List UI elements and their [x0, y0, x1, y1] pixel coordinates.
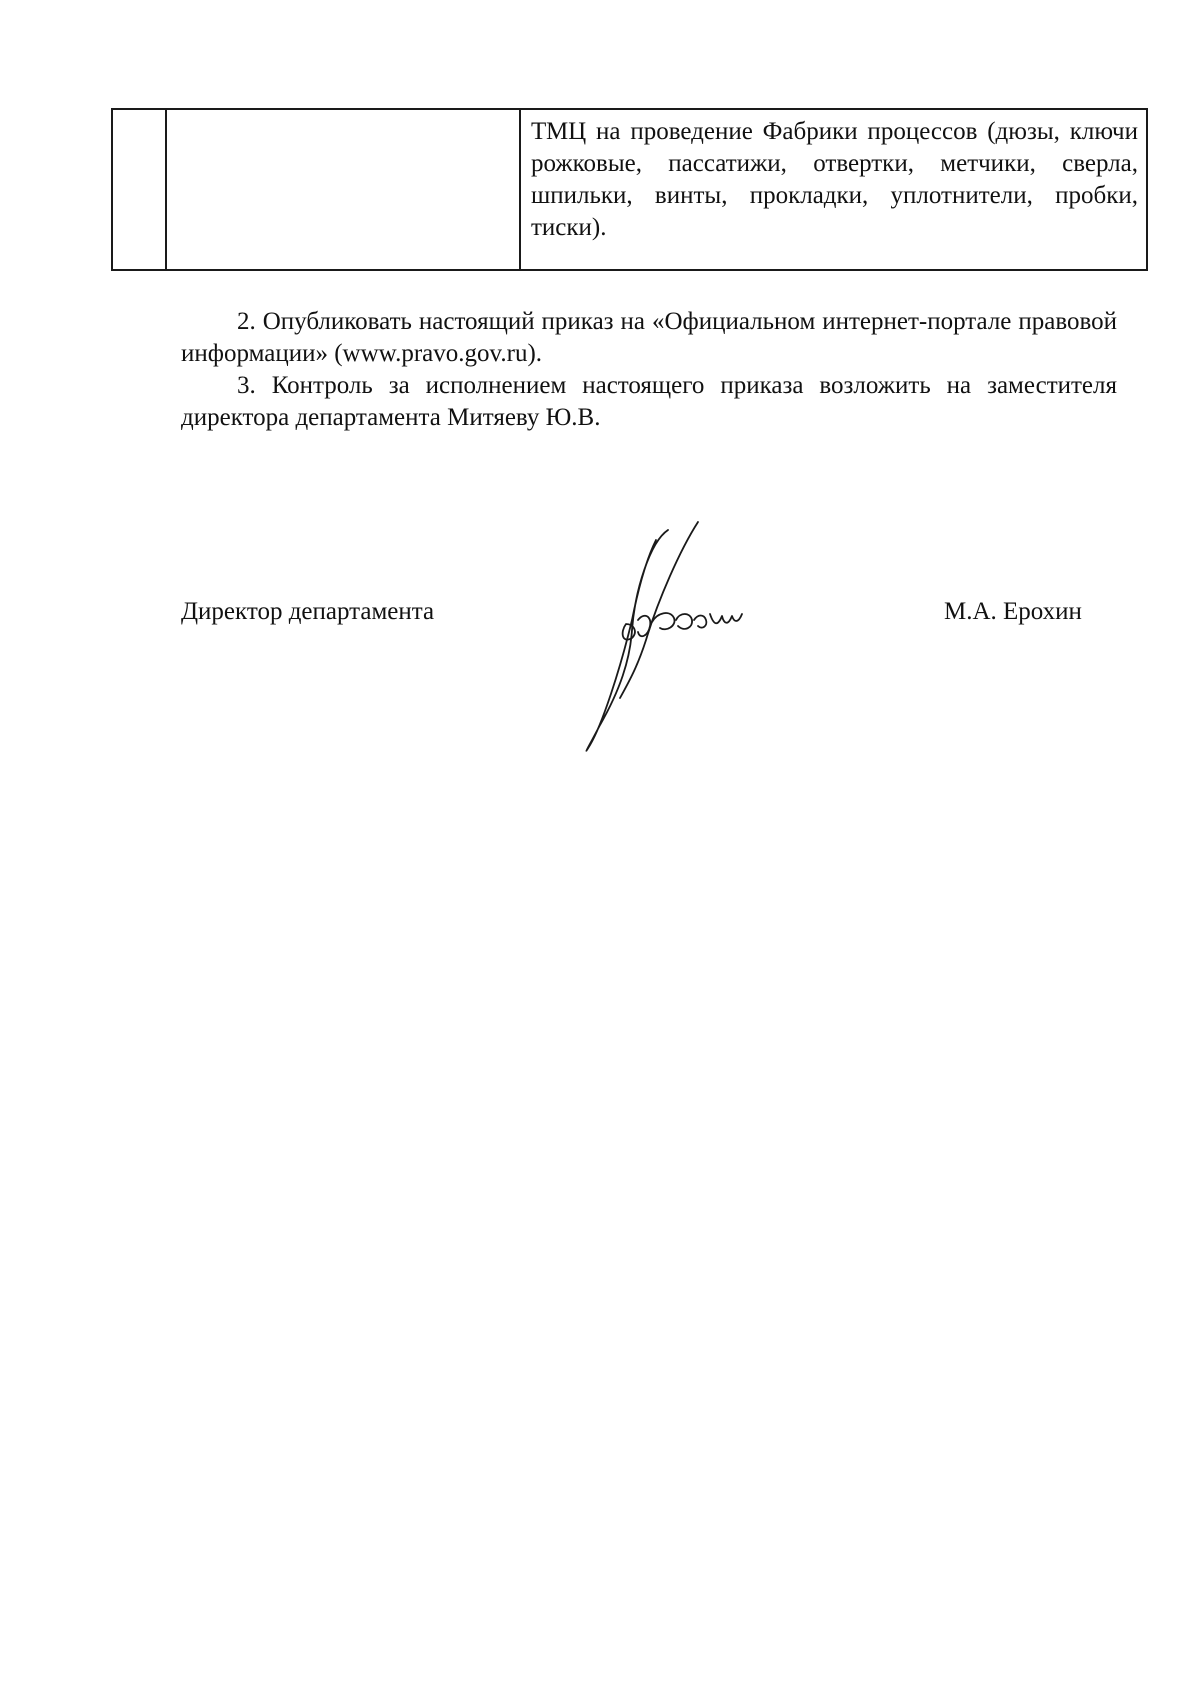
table-row — [112, 109, 1147, 270]
paragraph-publication: 2. Опубликовать настоящий приказ на «Официальном интернет-портале правовой информации» (www.pravo.gov.ru). — [181, 308, 1117, 367]
paragraph-control: 3. Контроль за исполнением настоящего приказа возложить на заместителя директора департамента Митяеву Ю.В. — [181, 372, 1117, 431]
signature-text: Ерохин — [580, 520, 584, 521]
handwritten-signature — [580, 520, 810, 760]
items-table — [111, 108, 1148, 271]
signatory-position: Директор департамента — [181, 598, 435, 625]
row-number-cell — [112, 109, 166, 270]
signatory-name: М.А. Ерохин — [944, 598, 1082, 625]
row-name-cell — [166, 109, 520, 270]
row-description-cell — [520, 109, 1147, 270]
row-description-text: ТМЦ на проведение Фабрики процессов (дюзы, ключи рожковые, пассатижи, отвертки, метчики, сверла, шпильки, винты, прокладки, уплотнители, пробки, тиски). — [531, 118, 1138, 241]
